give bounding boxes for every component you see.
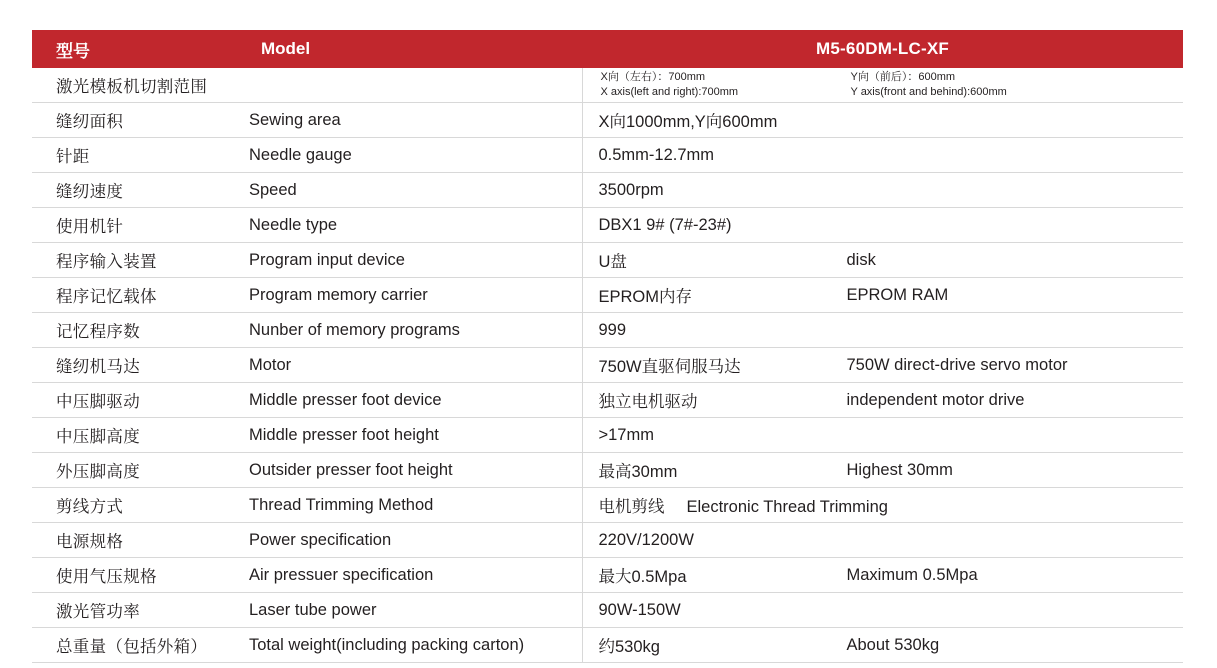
row-value bbox=[582, 453, 1183, 488]
row-value-en: About 530kg bbox=[846, 635, 940, 654]
row-value-en: Electronic Thread Trimming bbox=[686, 498, 888, 516]
row-label-cn: 激光模板机切割范围 bbox=[32, 68, 237, 103]
row-label-cn: 使用机针 bbox=[32, 208, 237, 243]
row-value bbox=[582, 138, 1183, 173]
row-label-cn: 缝纫速度 bbox=[32, 173, 237, 208]
row-value bbox=[582, 383, 1183, 418]
row-label-cn: 外压脚高度 bbox=[32, 453, 237, 488]
row-label-cn: 缝纫面积 bbox=[32, 103, 237, 138]
row-label-cn: 剪线方式 bbox=[32, 488, 237, 523]
row-value-cn: 约530kg bbox=[598, 638, 660, 656]
row-value bbox=[582, 628, 1183, 663]
header-model-cn: 型号 bbox=[32, 30, 237, 68]
row-value-cn: 电机剪线 bbox=[598, 498, 665, 516]
row-value bbox=[582, 103, 1183, 138]
table-row bbox=[32, 68, 1183, 103]
table-row bbox=[32, 418, 1183, 453]
row-value-cn: 0.5mm-12.7mm bbox=[598, 145, 715, 164]
table-row bbox=[32, 488, 1183, 523]
row-value bbox=[582, 208, 1183, 243]
table-row bbox=[32, 628, 1183, 663]
row-label-cn: 中压脚驱动 bbox=[32, 383, 237, 418]
row-label-en: Total weight(including packing carton) bbox=[237, 628, 582, 663]
row-label-cn: 电源规格 bbox=[32, 523, 237, 558]
row-label-cn: 使用气压规格 bbox=[32, 558, 237, 593]
row-label-en: Sewing area bbox=[237, 103, 582, 138]
row-label-en bbox=[237, 68, 582, 103]
header-row bbox=[32, 30, 1183, 68]
table-header bbox=[32, 30, 1183, 68]
row-label-en: Program input device bbox=[237, 243, 582, 278]
specification-sheet bbox=[32, 30, 1183, 663]
row-value-cn: 999 bbox=[598, 320, 627, 339]
row-value-en: Highest 30mm bbox=[846, 460, 953, 479]
row-label-en: Outsider presser foot height bbox=[237, 453, 582, 488]
table-row bbox=[32, 313, 1183, 348]
row-value bbox=[582, 68, 1183, 103]
row-value-cn: U盘 bbox=[598, 253, 627, 271]
range-y: Y向（前后）：600mm Y axis(front and behind):600mm bbox=[850, 71, 1007, 98]
row-value-cn: 最大0.5Mpa bbox=[598, 568, 687, 586]
row-label-en: Needle type bbox=[237, 208, 582, 243]
row-value bbox=[582, 488, 1183, 523]
row-label-cn: 激光管功率 bbox=[32, 593, 237, 628]
row-value-en: EPROM RAM bbox=[846, 285, 949, 304]
table-row bbox=[32, 348, 1183, 383]
row-label-en: Thread Trimming Method bbox=[237, 488, 582, 523]
table-row bbox=[32, 278, 1183, 313]
row-value-cn: 220V/1200W bbox=[598, 530, 694, 549]
table-row bbox=[32, 243, 1183, 278]
row-label-en: Motor bbox=[237, 348, 582, 383]
table-row bbox=[32, 558, 1183, 593]
row-value bbox=[582, 558, 1183, 593]
row-value-en: independent motor drive bbox=[846, 390, 1025, 409]
row-label-en: Nunber of memory programs bbox=[237, 313, 582, 348]
row-value bbox=[582, 418, 1183, 453]
row-value bbox=[582, 243, 1183, 278]
row-label-en: Air pressuer specification bbox=[237, 558, 582, 593]
table-body bbox=[32, 68, 1183, 663]
table-row bbox=[32, 523, 1183, 558]
row-label-cn: 总重量（包括外箱） bbox=[32, 628, 237, 663]
table-row bbox=[32, 173, 1183, 208]
row-value bbox=[582, 278, 1183, 313]
row-label-en: Middle presser foot height bbox=[237, 418, 582, 453]
table-row bbox=[32, 383, 1183, 418]
row-value-cn: EPROM内存 bbox=[598, 288, 693, 306]
specification-table bbox=[32, 30, 1183, 663]
row-label-cn: 缝纫机马达 bbox=[32, 348, 237, 383]
row-value-en: disk bbox=[846, 250, 876, 269]
row-value bbox=[582, 523, 1183, 558]
row-value-cn: 3500rpm bbox=[598, 180, 664, 199]
table-row bbox=[32, 138, 1183, 173]
row-value bbox=[582, 593, 1183, 628]
row-label-cn: 程序输入装置 bbox=[32, 243, 237, 278]
row-value-cn: X向1000mm,Y向600mm bbox=[598, 113, 778, 131]
header-model-en: Model bbox=[237, 30, 582, 68]
row-label-en: Middle presser foot device bbox=[237, 383, 582, 418]
row-value-en: 750W direct-drive servo motor bbox=[846, 355, 1068, 374]
header-model-value: M5-60DM-LC-XF bbox=[582, 30, 1183, 68]
table-row bbox=[32, 593, 1183, 628]
row-label-cn: 中压脚高度 bbox=[32, 418, 237, 453]
row-label-en: Program memory carrier bbox=[237, 278, 582, 313]
row-label-cn: 程序记忆载体 bbox=[32, 278, 237, 313]
row-label-cn: 针距 bbox=[32, 138, 237, 173]
row-value-cn: DBX1 9# (7#-23#) bbox=[598, 215, 732, 234]
row-value-cn: 最高30mm bbox=[598, 463, 678, 481]
row-label-en: Speed bbox=[237, 173, 582, 208]
row-value-cn: 90W-150W bbox=[598, 600, 681, 619]
table-row bbox=[32, 453, 1183, 488]
row-label-en: Laser tube power bbox=[237, 593, 582, 628]
row-value-en: Maximum 0.5Mpa bbox=[846, 565, 978, 584]
table-row bbox=[32, 103, 1183, 138]
row-value bbox=[582, 313, 1183, 348]
row-value-cn: 独立电机驱动 bbox=[598, 393, 698, 411]
row-value bbox=[582, 348, 1183, 383]
range-x: X向（左右）：700mm X axis(left and right):700mm bbox=[600, 71, 739, 98]
row-label-en: Needle gauge bbox=[237, 138, 582, 173]
row-value-cn: >17mm bbox=[598, 425, 654, 444]
row-label-cn: 记忆程序数 bbox=[32, 313, 237, 348]
row-value-cn: 750W直驱伺服马达 bbox=[598, 358, 741, 376]
table-row bbox=[32, 208, 1183, 243]
row-label-en: Power specification bbox=[237, 523, 582, 558]
row-value bbox=[582, 173, 1183, 208]
